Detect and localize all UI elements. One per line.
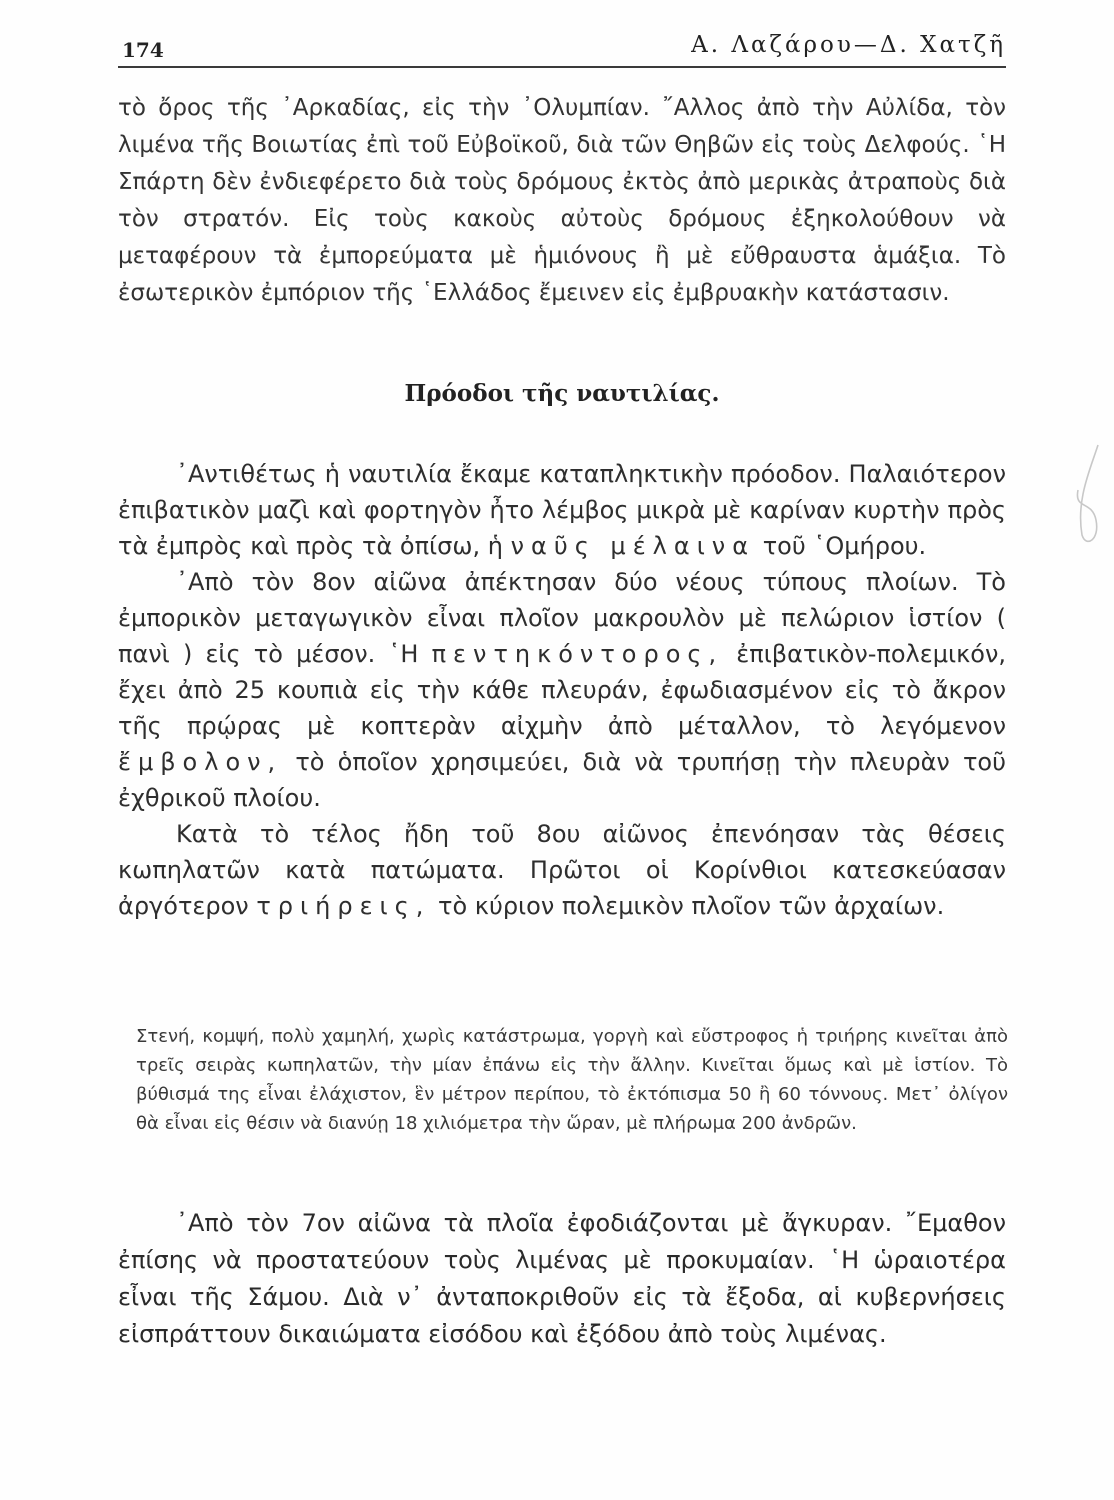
paragraph-navigation-text-a: ᾿Αντιθέτως ἡ ναυτιλία ἔκαμε καταπληκτικὴν πρόοδον. Παλαιότερον ἐπιβατικὸν μαζὶ καὶ φορτηγὸν ἦτο λέμβος μικρὰ μὲ καρίναν κυρτὴν πρὸς τὰ ἐμπρὸς καὶ πρὸς τὰ ὀπίσω, ἡ	[118, 460, 1006, 560]
paragraph-ship-types-text-b: ἐπιβατικὸν-πολεμικόν, ἔχει ἀπὸ 25 κουπιὰ εἰς τὴν κάθε πλευράν, ἐφωδιασμένον εἰς τὸ ἄκρον τῆς πρῴρας μὲ κοπτερὰν αἰχμὴν ἀπὸ μέταλλον, τὸ λεγόμενον	[118, 640, 1006, 740]
spaced-term-embolon: ἔμβολον,	[118, 748, 283, 776]
page-header	[118, 28, 1006, 68]
navigation-section	[118, 456, 1006, 924]
page-number: 174	[122, 38, 164, 62]
spaced-term-black-ship: ναῦς μέλαινα	[510, 532, 756, 560]
paragraph-trireme-text-b: τὸ κύριον πολεμικὸν πλοῖον τῶν ἀρχαίων.	[438, 892, 945, 920]
paragraph-ship-types-text-a: ᾿Απὸ τὸν 8ον αἰῶνα ἀπέκτησαν δύο νέους τύπους πλοίων. Τὸ ἐμπορικὸν μεταγωγικὸν εἶναι πλοῖον μακρουλὸν μὲ πελώριον ἱστίον ( πανὶ ) εἰς τὸ μέσον. ῾Η	[118, 568, 1006, 668]
paragraph-trireme-text-a: Κατὰ τὸ τέλος ἤδη τοῦ 8ου αἰῶνος ἐπενόησαν τὰς θέσεις κωπηλατῶν κατὰ πατώματα. Πρῶτοι οἱ Κορίνθιοι κατεσκεύασαν ἀργότερον	[118, 820, 1006, 920]
paragraph-roads: τὸ ὄρος τῆς ᾿Αρκαδίας, εἰς τὴν ᾿Ολυμπίαν. ῎Αλλος ἀπὸ τὴν Αὐλίδα, τὸν λιμένα τῆς Βοιωτίας ἐπὶ τοῦ Εὐβοϊκοῦ, διὰ τῶν Θηβῶν εἰς τοὺς Δελφούς. ῾Η Σπάρτη δὲν ἐνδιεφέρετο διὰ τοὺς δρόμους ἐκτὸς ἀπὸ μερικὰς ἀτραποὺς διὰ τὸν στρατόν. Εἰς τοὺς κακοὺς αὐτοὺς δρόμους ἐξηκολούθουν νὰ μεταφέρουν τὰ ἐμπορεύματα μὲ ἡμιόνους ἢ μὲ εὔθραυστα ἁμάξια. Τὸ ἐσωτερικὸν ἐμπόριον τῆς ῾Ελλάδος ἔμεινεν εἰς ἐμβρυακὴν κατάστασιν.	[118, 95, 1006, 306]
pencil-margin-mark	[1068, 440, 1108, 550]
paragraph-harbors: ᾿Απὸ τὸν 7ον αἰῶνα τὰ πλοῖα ἐφοδιάζονται μὲ ἄγκυραν. ῎Εμαθον ἐπίσης νὰ προστατεύουν τοὺς λιμένας μὲ προκυμαίαν. ῾Η ὡραιοτέρα εἶναι τῆς Σάμου. Διὰ ν᾿ ἀνταποκριθοῦν εἰς τὰ ἔξοδα, αἱ κυβερνήσεις εἰσπράττουν δικαιώματα εἰσόδου καὶ ἐξόδου ἀπὸ τοὺς λιμένας.	[118, 1209, 1006, 1348]
paragraph-ship-types	[118, 564, 1006, 816]
paragraph-ship-types-text-c: τὸ ὁποῖον χρησιμεύει, διὰ νὰ τρυπήσῃ τὴν πλευρὰν τοῦ ἐχθρικοῦ πλοίου.	[118, 748, 1006, 812]
paragraph-navigation-text-b: τοῦ ῾Ομήρου.	[762, 532, 927, 560]
running-head: Α. Λαζάρου—Δ. Χατζῆ	[691, 32, 1006, 58]
paragraph-trireme	[118, 816, 1006, 924]
paragraph-navigation	[118, 456, 1006, 564]
trireme-note: Στενή, κομψή, πολὺ χαμηλή, χωρὶς κατάστρωμα, γοργὴ καὶ εὔστροφος ἡ τριήρης κινεῖται ἀπὸ τρεῖς σειρὰς κωπηλατῶν, τὴν μίαν ἐπάνω εἰς τὴν ἄλλην. Κινεῖται ὅμως καὶ μὲ ἱστίον. Τὸ βύθισμά της εἶναι ἐλάχιστον, ἓν μέτρον περίπου, τὸ ἐκτόπισμα 50 ἢ 60 τόννους. Μετ᾿ ὀλίγον θὰ εἶναι εἰς θέσιν νὰ διανύῃ 18 χιλιόμετρα τὴν ὥραν, μὲ πλήρωμα 200 ἀνδρῶν.	[136, 1026, 1008, 1134]
spaced-term-pentekontoros: πεντηκόντορος,	[431, 640, 724, 668]
section-heading: Πρόοδοι τῆς ναυτιλίας.	[404, 380, 720, 407]
spaced-term-trireme: τριήρεις,	[256, 892, 431, 920]
